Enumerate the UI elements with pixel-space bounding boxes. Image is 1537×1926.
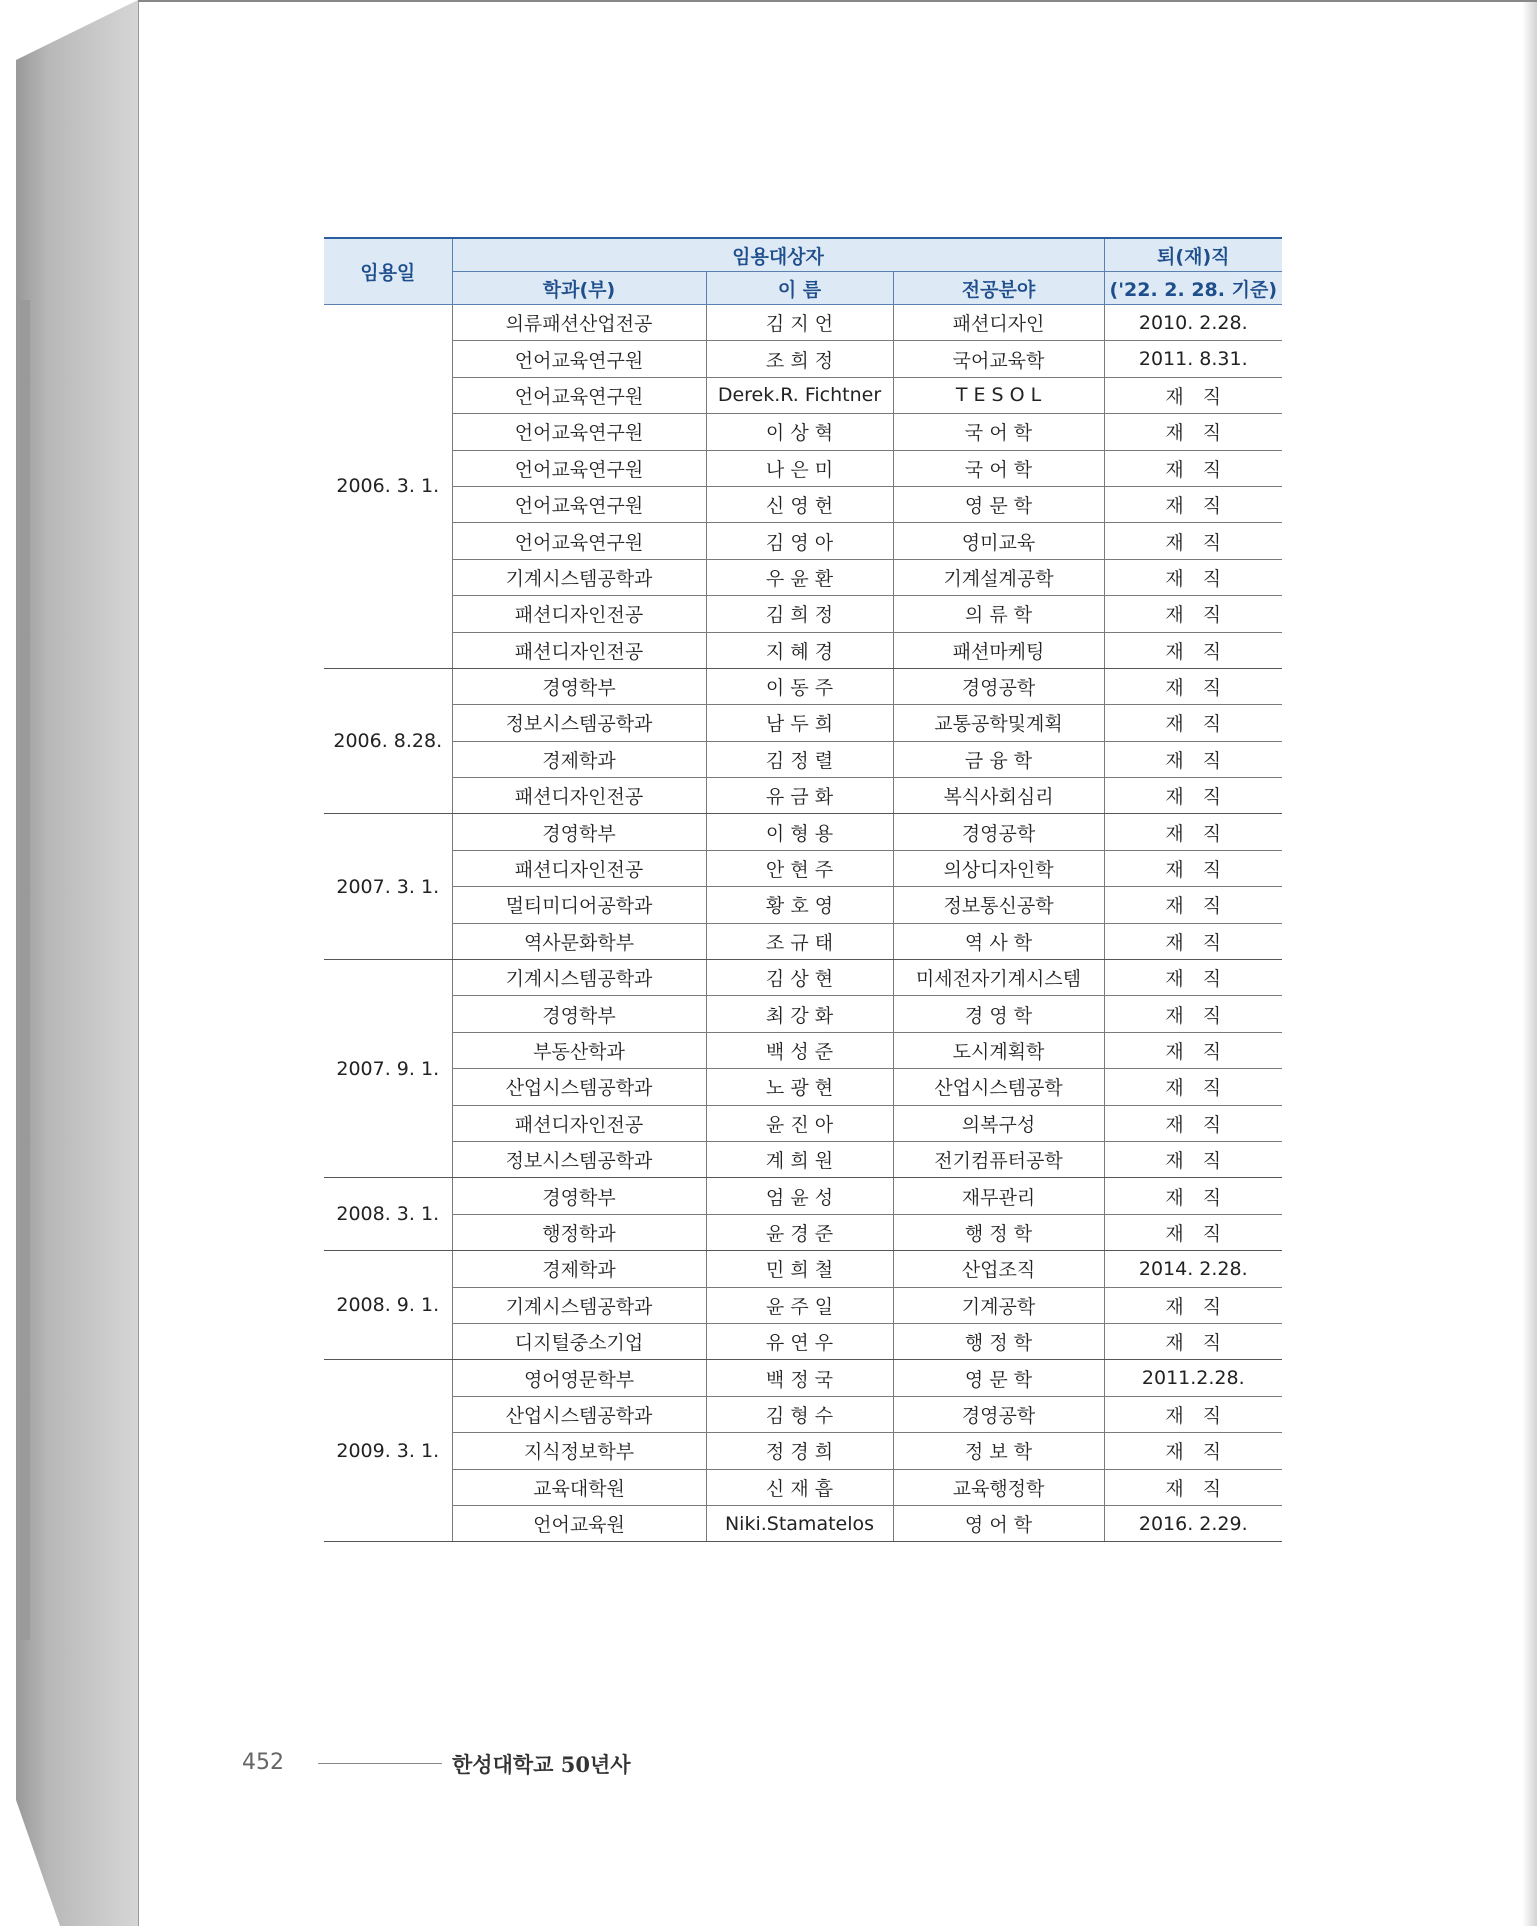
major-field-cell: 전기컴퓨터공학 [893, 1141, 1104, 1177]
status-cell: 재 직 [1104, 1069, 1282, 1105]
table-row [324, 1433, 1282, 1469]
name-cell: 이 상 혁 [706, 414, 893, 450]
status-cell: 재 직 [1104, 1323, 1282, 1359]
major-field-cell: 영 어 학 [893, 1505, 1104, 1541]
department-cell: 언어교육연구원 [452, 486, 706, 522]
major-field-cell: 경영공학 [893, 814, 1104, 850]
name-cell: 최 강 화 [706, 996, 893, 1032]
status-cell: 재 직 [1104, 1214, 1282, 1250]
name-cell: 정 경 희 [706, 1433, 893, 1469]
status-cell: 재 직 [1104, 596, 1282, 632]
department-cell: 영어영문학부 [452, 1360, 706, 1396]
name-cell: 김 상 현 [706, 960, 893, 996]
name-cell: Niki.Stamatelos [706, 1505, 893, 1541]
major-field-cell: 금 융 학 [893, 741, 1104, 777]
table-row [324, 1178, 1282, 1214]
name-cell: 유 금 화 [706, 778, 893, 814]
department-cell: 언어교육연구원 [452, 341, 706, 377]
major-field-cell: 의복구성 [893, 1105, 1104, 1141]
status-cell: 재 직 [1104, 1178, 1282, 1214]
major-field-cell: 도시계획학 [893, 1032, 1104, 1068]
table-row [324, 1505, 1282, 1541]
header-department: 학과(부) [452, 272, 706, 305]
table-row [324, 1323, 1282, 1359]
status-cell: 재 직 [1104, 960, 1282, 996]
table-row [324, 1396, 1282, 1432]
table-row [324, 341, 1282, 377]
table-row [324, 1141, 1282, 1177]
name-cell: 엄 윤 성 [706, 1178, 893, 1214]
status-cell: 재 직 [1104, 923, 1282, 959]
status-cell: 2011. 8.31. [1104, 341, 1282, 377]
status-cell: 재 직 [1104, 705, 1282, 741]
status-cell: 재 직 [1104, 1032, 1282, 1068]
status-cell: 재 직 [1104, 1433, 1282, 1469]
major-field-cell: 국 어 학 [893, 450, 1104, 486]
status-cell: 재 직 [1104, 1396, 1282, 1432]
name-cell: 지 혜 경 [706, 632, 893, 668]
department-cell: 산업시스템공학과 [452, 1396, 706, 1432]
appointment-table [324, 237, 1282, 1542]
table-row [324, 778, 1282, 814]
table-row [324, 996, 1282, 1032]
table-row [324, 668, 1282, 704]
department-cell: 정보시스템공학과 [452, 705, 706, 741]
major-field-cell: 경 영 학 [893, 996, 1104, 1032]
footer-rule [318, 1763, 442, 1764]
major-field-cell: 복식사회심리 [893, 778, 1104, 814]
status-cell: 2014. 2.28. [1104, 1251, 1282, 1287]
header-appointment-date: 임용일 [324, 238, 452, 305]
status-cell: 재 직 [1104, 559, 1282, 595]
major-field-cell: 의상디자인학 [893, 850, 1104, 886]
table-row [324, 960, 1282, 996]
status-cell: 재 직 [1104, 414, 1282, 450]
header-appointee: 임용대상자 [452, 238, 1104, 272]
table-body [324, 305, 1282, 1542]
department-cell: 정보시스템공학과 [452, 1141, 706, 1177]
table-row [324, 1069, 1282, 1105]
name-cell: 백 정 국 [706, 1360, 893, 1396]
table-row [324, 1287, 1282, 1323]
table-row [324, 596, 1282, 632]
name-cell: 신 재 흡 [706, 1469, 893, 1505]
department-cell: 패션디자인전공 [452, 596, 706, 632]
department-cell: 기계시스템공학과 [452, 1287, 706, 1323]
name-cell: 윤 주 일 [706, 1287, 893, 1323]
major-field-cell: 의 류 학 [893, 596, 1104, 632]
major-field-cell: 패션마케팅 [893, 632, 1104, 668]
department-cell: 언어교육연구원 [452, 450, 706, 486]
table-row [324, 486, 1282, 522]
major-field-cell: 기계설계공학 [893, 559, 1104, 595]
status-cell: 재 직 [1104, 450, 1282, 486]
table-row [324, 705, 1282, 741]
name-cell: 황 호 영 [706, 887, 893, 923]
department-cell: 행정학과 [452, 1214, 706, 1250]
status-cell: 재 직 [1104, 850, 1282, 886]
appointment-date-cell: 2008. 3. 1. [324, 1178, 452, 1251]
name-cell: 조 규 태 [706, 923, 893, 959]
status-cell: 재 직 [1104, 1469, 1282, 1505]
major-field-cell: 산업시스템공학 [893, 1069, 1104, 1105]
status-cell: 재 직 [1104, 377, 1282, 413]
header-major-field: 전공분야 [893, 272, 1104, 305]
name-cell: 이 형 용 [706, 814, 893, 850]
appointment-date-cell: 2007. 3. 1. [324, 814, 452, 960]
major-field-cell: 패션디자인 [893, 305, 1104, 341]
table-row [324, 305, 1282, 341]
table-row [324, 1251, 1282, 1287]
name-cell: 이 동 주 [706, 668, 893, 704]
major-field-cell: 역 사 학 [893, 923, 1104, 959]
table-row [324, 414, 1282, 450]
status-cell: 재 직 [1104, 632, 1282, 668]
name-cell: 김 영 아 [706, 523, 893, 559]
department-cell: 기계시스템공학과 [452, 960, 706, 996]
status-cell: 재 직 [1104, 486, 1282, 522]
major-field-cell: 기계공학 [893, 1287, 1104, 1323]
department-cell: 부동산학과 [452, 1032, 706, 1068]
name-cell: Derek.R. Fichtner [706, 377, 893, 413]
department-cell: 멀티미디어공학과 [452, 887, 706, 923]
table-row [324, 632, 1282, 668]
major-field-cell: 정 보 학 [893, 1433, 1104, 1469]
name-cell: 김 형 수 [706, 1396, 893, 1432]
department-cell: 교육대학원 [452, 1469, 706, 1505]
status-cell: 재 직 [1104, 1105, 1282, 1141]
page-top-edge [138, 0, 1537, 2]
major-field-cell: 영 문 학 [893, 486, 1104, 522]
name-cell: 김 정 렬 [706, 741, 893, 777]
header-status-line1: 퇴(재)직 [1104, 238, 1282, 272]
table-row [324, 450, 1282, 486]
department-cell: 역사문화학부 [452, 923, 706, 959]
department-cell: 경영학부 [452, 1178, 706, 1214]
table-row [324, 1360, 1282, 1396]
major-field-cell: T E S O L [893, 377, 1104, 413]
name-cell: 신 영 헌 [706, 486, 893, 522]
name-cell: 남 두 희 [706, 705, 893, 741]
major-field-cell: 교통공학및계획 [893, 705, 1104, 741]
table-row [324, 923, 1282, 959]
table-row [324, 814, 1282, 850]
major-field-cell: 영 문 학 [893, 1360, 1104, 1396]
department-cell: 산업시스템공학과 [452, 1069, 706, 1105]
major-field-cell: 미세전자기계시스템 [893, 960, 1104, 996]
name-cell: 김 지 언 [706, 305, 893, 341]
status-cell: 재 직 [1104, 668, 1282, 704]
table-row [324, 1214, 1282, 1250]
status-cell: 재 직 [1104, 1141, 1282, 1177]
department-cell: 경제학과 [452, 1251, 706, 1287]
appointment-date-cell: 2009. 3. 1. [324, 1360, 452, 1542]
department-cell: 언어교육원 [452, 1505, 706, 1541]
appointment-date-cell: 2006. 3. 1. [324, 305, 452, 669]
status-cell: 2010. 2.28. [1104, 305, 1282, 341]
department-cell: 언어교육연구원 [452, 414, 706, 450]
table-row [324, 523, 1282, 559]
name-cell: 조 희 정 [706, 341, 893, 377]
table-row [324, 377, 1282, 413]
name-cell: 계 희 원 [706, 1141, 893, 1177]
department-cell: 지식정보학부 [452, 1433, 706, 1469]
status-cell: 재 직 [1104, 814, 1282, 850]
department-cell: 패션디자인전공 [452, 778, 706, 814]
header-status-line2: ('22. 2. 28. 기준) [1104, 272, 1282, 305]
status-cell: 2016. 2.29. [1104, 1505, 1282, 1541]
major-field-cell: 정보통신공학 [893, 887, 1104, 923]
major-field-cell: 교육행정학 [893, 1469, 1104, 1505]
name-cell: 김 희 정 [706, 596, 893, 632]
table-row [324, 741, 1282, 777]
page-right-shadow [1522, 0, 1537, 1926]
department-cell: 경영학부 [452, 814, 706, 850]
table-header [324, 238, 1282, 305]
table-row [324, 887, 1282, 923]
page-number: 452 [242, 1750, 284, 1775]
status-cell: 재 직 [1104, 523, 1282, 559]
major-field-cell: 행 정 학 [893, 1214, 1104, 1250]
appointment-date-cell: 2007. 9. 1. [324, 960, 452, 1178]
status-cell: 재 직 [1104, 778, 1282, 814]
department-cell: 경영학부 [452, 996, 706, 1032]
status-cell: 재 직 [1104, 996, 1282, 1032]
name-cell: 우 윤 환 [706, 559, 893, 595]
table-row [324, 1469, 1282, 1505]
table-row [324, 1105, 1282, 1141]
name-cell: 유 연 우 [706, 1323, 893, 1359]
department-cell: 경제학과 [452, 741, 706, 777]
name-cell: 윤 진 아 [706, 1105, 893, 1141]
department-cell: 언어교육연구원 [452, 377, 706, 413]
appointment-date-cell: 2006. 8.28. [324, 668, 452, 814]
department-cell: 디지털중소기업 [452, 1323, 706, 1359]
header-name: 이 름 [706, 272, 893, 305]
major-field-cell: 영미교육 [893, 523, 1104, 559]
book-spine-shadow [20, 300, 30, 1640]
major-field-cell: 국 어 학 [893, 414, 1104, 450]
department-cell: 언어교육연구원 [452, 523, 706, 559]
major-field-cell: 재무관리 [893, 1178, 1104, 1214]
major-field-cell: 경영공학 [893, 668, 1104, 704]
name-cell: 백 성 준 [706, 1032, 893, 1068]
department-cell: 패션디자인전공 [452, 632, 706, 668]
major-field-cell: 국어교육학 [893, 341, 1104, 377]
major-field-cell: 경영공학 [893, 1396, 1104, 1432]
book-title: 한성대학교 50년사 [452, 1752, 631, 1777]
status-cell: 재 직 [1104, 741, 1282, 777]
name-cell: 민 희 철 [706, 1251, 893, 1287]
major-field-cell: 행 정 학 [893, 1323, 1104, 1359]
status-cell: 2011.2.28. [1104, 1360, 1282, 1396]
department-cell: 경영학부 [452, 668, 706, 704]
status-cell: 재 직 [1104, 1287, 1282, 1323]
department-cell: 패션디자인전공 [452, 1105, 706, 1141]
major-field-cell: 산업조직 [893, 1251, 1104, 1287]
appointment-date-cell: 2008. 9. 1. [324, 1251, 452, 1360]
name-cell: 안 현 주 [706, 850, 893, 886]
name-cell: 윤 경 준 [706, 1214, 893, 1250]
table-row [324, 850, 1282, 886]
status-cell: 재 직 [1104, 887, 1282, 923]
name-cell: 나 은 미 [706, 450, 893, 486]
department-cell: 의류패션산업전공 [452, 305, 706, 341]
department-cell: 기계시스템공학과 [452, 559, 706, 595]
table-row [324, 559, 1282, 595]
table-row [324, 1032, 1282, 1068]
department-cell: 패션디자인전공 [452, 850, 706, 886]
name-cell: 노 광 현 [706, 1069, 893, 1105]
